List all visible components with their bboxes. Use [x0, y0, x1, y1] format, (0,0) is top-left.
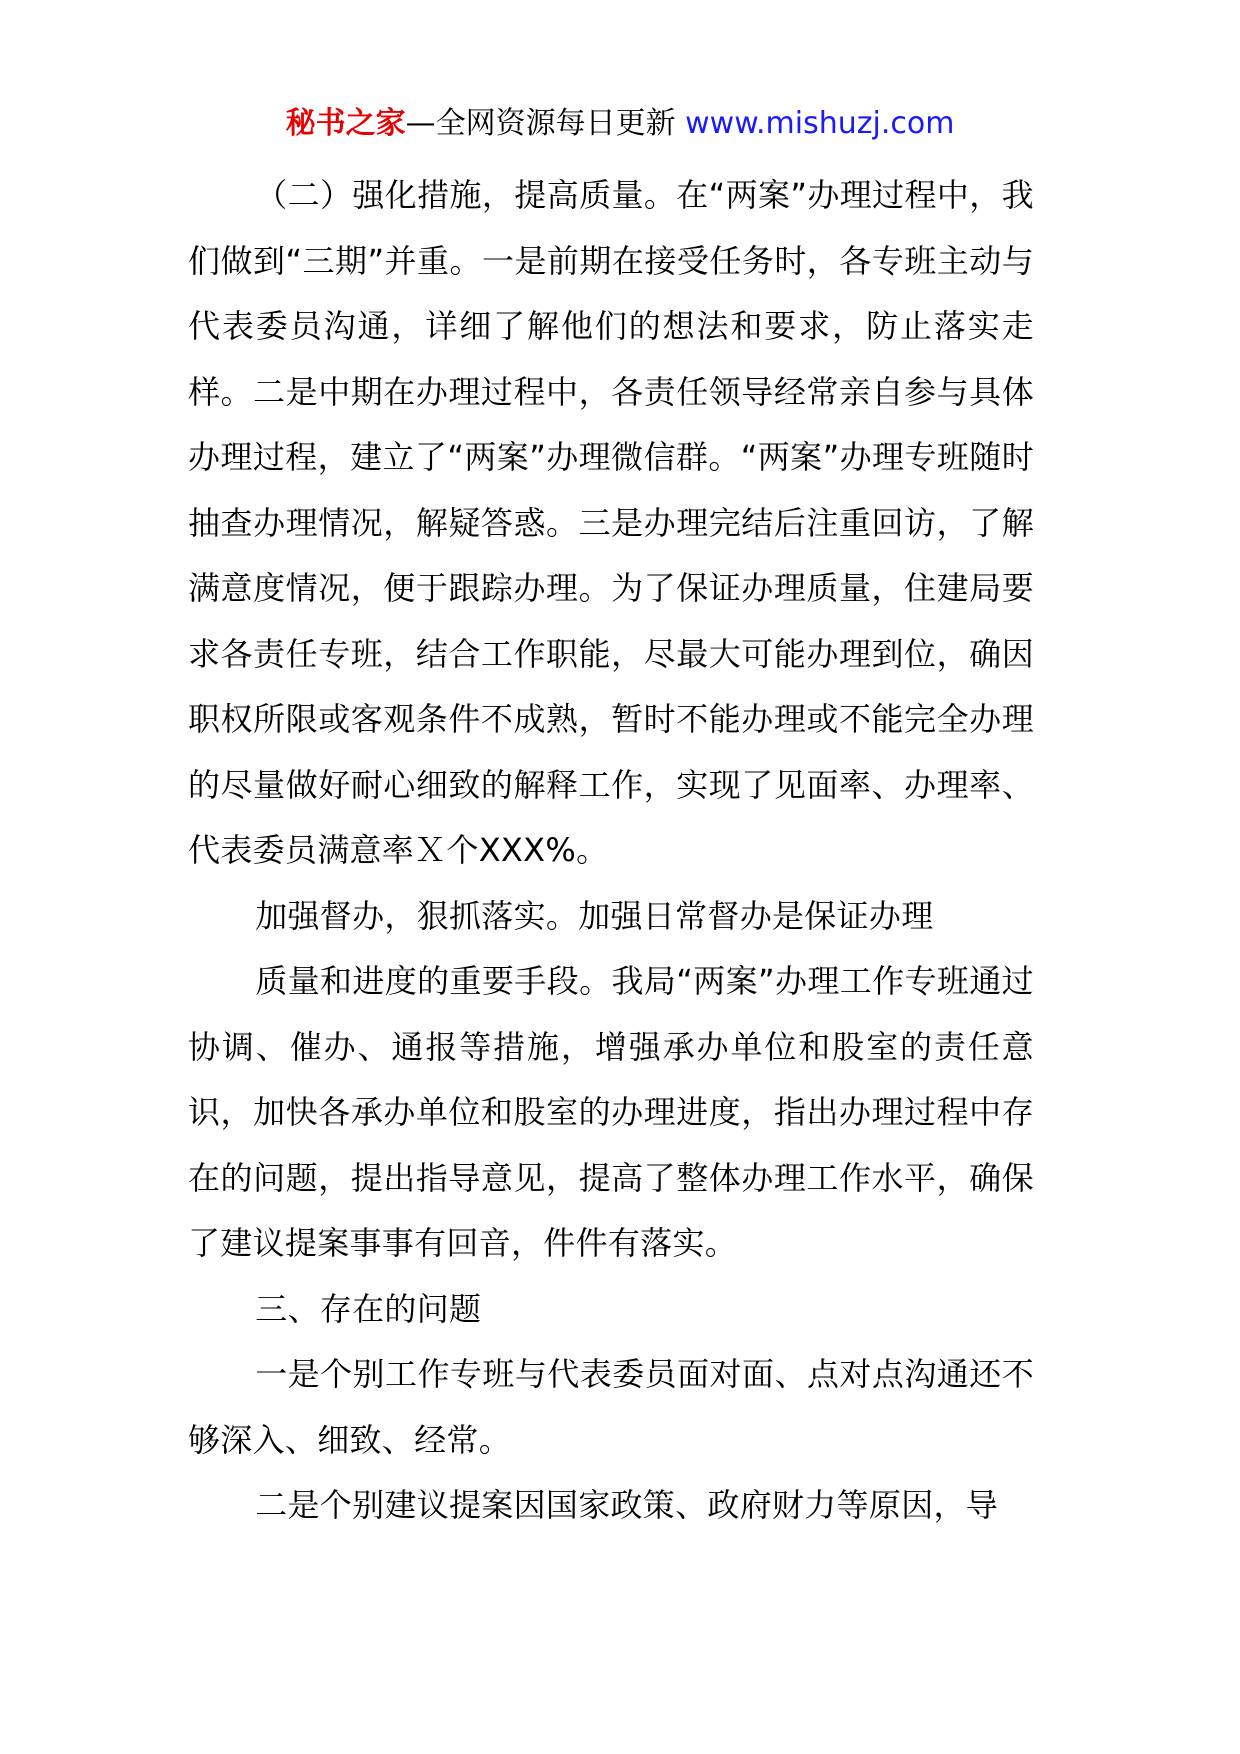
website-link[interactable]: www.mishuzj.com	[685, 106, 955, 141]
paragraph-measures: （二）强化措施，提高质量。在“两案”办理过程中，我们做到“三期”并重。一是前期在接受任务时，各专班主动与代表委员沟通，详细了解他们的想法和要求，防止落实走样。二是中期在办理过程中，各责任领导经常亲自参与具体办理过程，建立了“两案”办理微信群。“两案”办理专班随时抽查办理情况，解疑答惑。三是办理完结后注重回访，了解满意度情况，便于跟踪办理。为了保证办理质量，住建局要求各责任专班，结合工作职能，尽最大可能办理到位，确因职权所限或客观条件不成熟，暂时不能办理或不能完全办理的尽量做好耐心细致的解释工作，实现了见面率、办理率、代表委员满意率Ｘ个XXX%。	[188, 176, 1034, 869]
paragraph-problem-one: 一是个别工作专班与代表委员面对面、点对点沟通还不够深入、细致、经常。	[188, 1355, 1034, 1459]
brand-name: 秘书之家	[285, 106, 406, 141]
paragraph-supervision: 质量和进度的重要手段。我局“两案”办理工作专班通过协调、催办、通报等措施，增强承办单位和股室的责任意识，加快各承办单位和股室的办理进度，指出办理过程中存在的问题，提出指导意见，提高了整体办理工作水平，确保了建议提案事事有回音，件件有落实。	[188, 962, 1034, 1262]
paragraph-problem-two: 二是个别建议提案因国家政策、政府财力等原因，导	[255, 1486, 999, 1524]
section-heading-problems: 三、存在的问题	[255, 1289, 482, 1328]
page-header	[0, 100, 1240, 148]
document-body	[188, 163, 1034, 1539]
paragraph-supervision-heading: 加强督办，狠抓落实。加强日常督办是保证办理	[255, 896, 934, 935]
header-tagline: —全网资源每日更新	[405, 106, 676, 141]
